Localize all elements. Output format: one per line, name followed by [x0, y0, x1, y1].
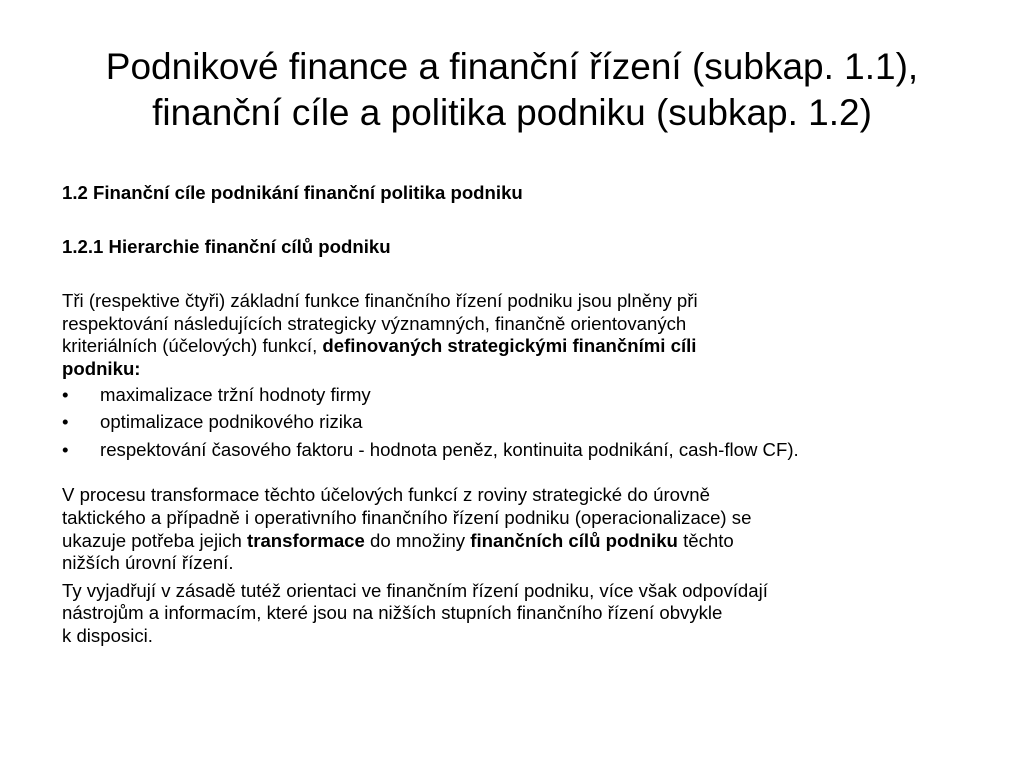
orientation-paragraph-line-3: k disposici. — [62, 624, 153, 646]
slide-body — [62, 178, 982, 648]
bullet-item — [62, 439, 982, 462]
section-heading: 1.2 Finanční cíle podnikání finanční politika podniku — [62, 182, 523, 203]
intro-paragraph-line-1: Tři (respektive čtyři) základní funkce finančního řízení podniku jsou plněny při — [62, 290, 698, 312]
strategic-goals-emphasis: definovaných strategickými finančními cíli — [322, 335, 697, 357]
transformation-paragraph-line-2: taktického a případně i operativního finančního řízení podniku (operacionalizace) se — [62, 506, 752, 528]
intro-paragraph-line-3-text: kriteriálních (účelových) funkcí, — [62, 335, 323, 357]
financial-goals-emphasis: finančních cílů podniku — [470, 529, 678, 551]
subsection-heading: 1.2.1 Hierarchie finanční cílů podniku — [62, 235, 391, 257]
bullet-item-text: maximalizace tržní hodnoty firmy — [100, 383, 371, 405]
transformation-paragraph-line-1: V procesu transformace těchto účelových funkcí z roviny strategické do úrovně — [62, 484, 710, 506]
transformation-emphasis: transformace — [247, 529, 365, 551]
orientation-paragraph-line-2: nástrojům a informacím, které jsou na nižších stupních finančního řízení obvykle — [62, 602, 723, 624]
intro-paragraph-line-4 — [62, 357, 982, 381]
strategic-goals-emphasis-end: podniku: — [62, 357, 141, 379]
slide-title-line-2: finanční cíle a politika podniku (subkap. 1.2) — [152, 92, 872, 133]
slide-title — [40, 44, 984, 136]
bullet-item-text: optimalizace podnikového rizika — [100, 411, 363, 433]
line-3-text-b: do množiny — [364, 529, 471, 551]
bullet-icon: • — [62, 383, 69, 405]
orientation-paragraph — [62, 580, 982, 648]
bullet-icon: • — [62, 438, 69, 460]
transformation-paragraph — [62, 484, 982, 574]
intro-paragraph-line-3 — [62, 335, 982, 358]
intro-paragraph — [62, 290, 982, 380]
transformation-paragraph-line-3 — [62, 529, 982, 553]
line-3-text-c: těchto — [677, 529, 734, 551]
line-3-text-a: ukazuje potřeba jejich — [62, 529, 248, 551]
bullet-item-text: respektování časového faktoru - hodnota peněz, kontinuita podnikání, cash-flow CF). — [100, 438, 799, 460]
bullet-item — [62, 411, 982, 434]
transformation-paragraph-line-4: nižších úrovní řízení. — [62, 552, 234, 574]
slide-title-line-1: Podnikové finance a finanční řízení (subkap. 1.1), — [105, 46, 919, 87]
bullet-icon: • — [62, 411, 69, 433]
intro-paragraph-line-2: respektování následujících strategicky významných, finančně orientovaných — [62, 312, 687, 334]
orientation-paragraph-line-1: Ty vyjadřují v zásadě tutéž orientaci ve finančním řízení podniku, více však odpovídají — [62, 579, 768, 601]
bullet-item — [62, 384, 982, 407]
goals-bullet-list — [62, 384, 982, 462]
